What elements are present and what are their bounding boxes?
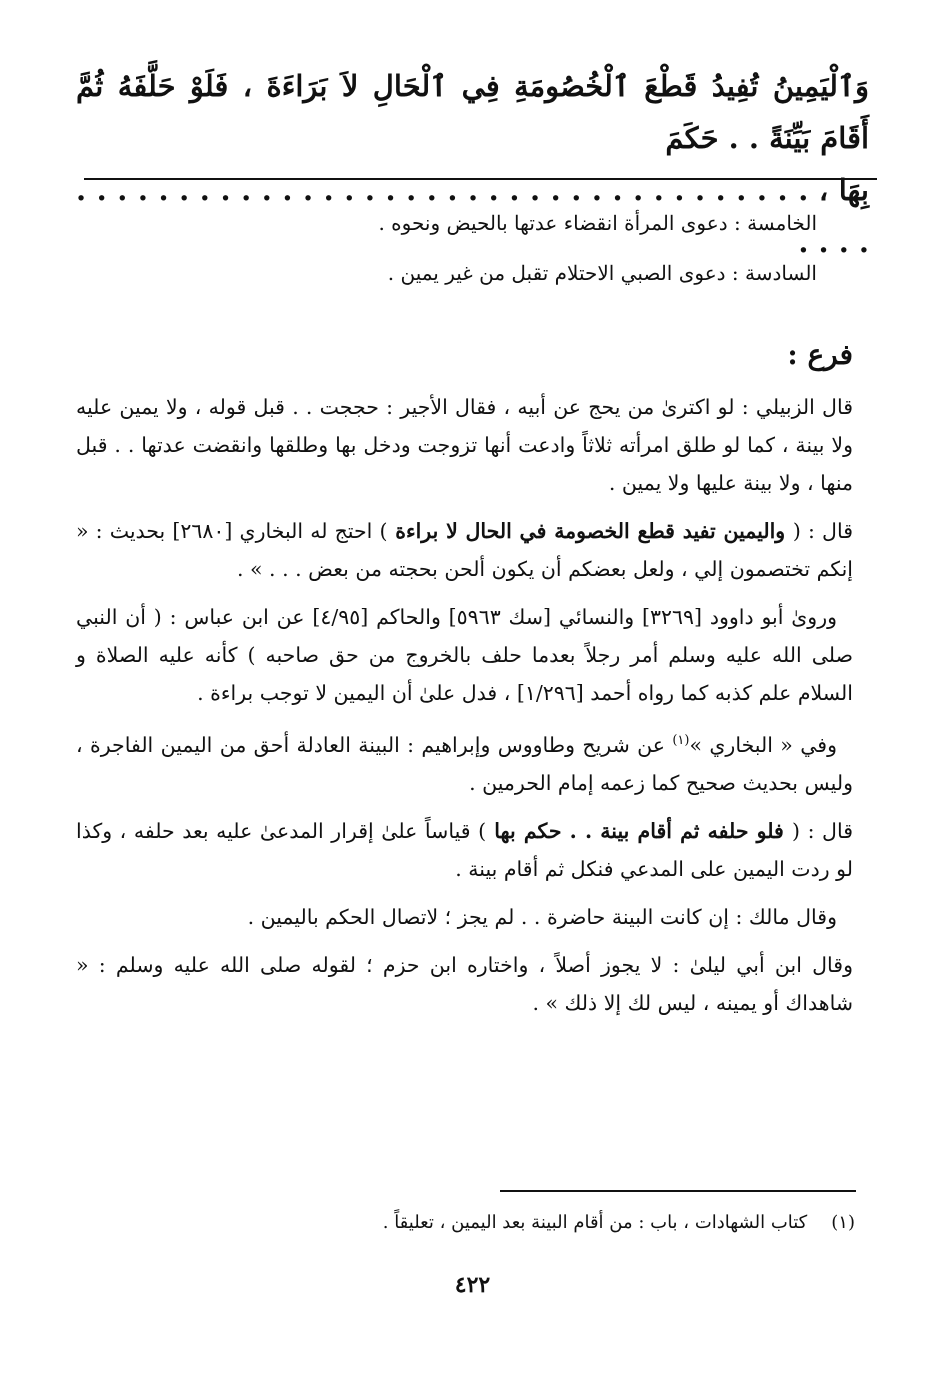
item-text: : دعوى الصبي الاحتلام تقبل من غير يمين . <box>387 261 739 285</box>
quoted-matn: واليمين تفيد قطع الخصومة في الحال لا براءة <box>387 519 793 543</box>
matn-line: وَٱلْيَمِينُ تُفِيدُ قَطْعَ ٱلْخُصُومَةِ فِي ٱلْحَالِ لاَ بَرَاءَةَ ، فَلَوْ حَلَّفَهُ ثُمَّ أَقَامَ بَيِّنَةً . . حَكَمَ <box>76 69 869 155</box>
matn-divider <box>84 178 877 180</box>
paragraph-text: قال : ( <box>792 519 853 543</box>
commentary-body <box>76 388 853 1032</box>
paragraph-text: عن شريح وطاووس وإبراهيم : البينة العادلة أحق من اليمين الفاجرة ، وليس بحديث صحيح كما زعمه إمام الحرمين . <box>76 732 853 795</box>
sub-list <box>90 198 817 298</box>
list-item <box>90 248 817 298</box>
paragraph: وقال ابن أبي ليلىٰ : لا يجوز أصلاً ، واختاره ابن حزم ؛ لقوله صلى الله عليه وسلم : « شاهداك أو يمينه ، ليس لك إلا ذلك » . <box>76 952 853 1015</box>
footnote-number: (١) <box>831 1212 855 1233</box>
footnote-ref: (١) <box>672 733 690 748</box>
footnote-text: كتاب الشهادات ، باب : من أقام البينة بعد اليمين ، تعليقاً . <box>382 1212 808 1233</box>
section-heading: فرع : <box>787 338 853 371</box>
page-number: ٤٢٢ <box>454 1272 491 1298</box>
paragraph-text: قال : ( <box>792 818 854 843</box>
item-text: : دعوى المرأة انقضاء عدتها بالحيض ونحوه . <box>378 211 741 235</box>
paragraph-text: ) قياساً علىٰ إقرار المدعىٰ عليه بعد حلفه ، وكذا لو ردت اليمين على المدعي فنكل ثم أقام بينة . <box>76 818 853 881</box>
paragraph: وقال مالك : إن كانت البينة حاضرة . . لم يجز ؛ لاتصال الحكم باليمين . <box>247 904 837 929</box>
item-label: الخامسة <box>747 211 817 235</box>
paragraph <box>76 812 853 888</box>
paragraph <box>76 722 853 802</box>
list-item <box>90 198 817 248</box>
paragraph: وروىٰ أبو داوود [٣٢٦٩] والنسائي [سك ٥٩٦٣] والحاكم [٤/٩٥] عن ابن عباس : ( أن النبي صلى الله عليه وسلم أمر رجلاً بعدما حلف بالخروج من حق صاحبه ) كأنه عليه الصلاة و السلام علم كذبه كما رواه أحمد [١/٢٩٦] ، فدل علىٰ أن اليمين لا توجب براءة . <box>76 605 853 705</box>
quoted-matn: فلو حلفه ثم أقام بينة . . حكم بها <box>486 818 793 843</box>
matn-line: بِهَا ، . . . . . . . . . . . . . . . . . . . . . . . . . . . . . . . . . . . . . . . . <box>76 173 869 259</box>
paragraph-text: وفي « البخاري » <box>689 732 837 757</box>
item-label: السادسة <box>745 261 817 285</box>
paragraph: قال الزبيلي : لو اكترىٰ من يحج عن أبيه ، فقال الأجير : حججت . . قبل قوله ، ولا يمين عليه ولا بينة ، كما لو طلق امرأته ثلاثاً وادعت أنها تزوجت ودخل بها وطلقها وانقضت عدتها . . قبل منها ، ولا بينة عليها ولا يمين . <box>76 395 853 495</box>
footnote <box>383 1208 855 1238</box>
paragraph-text: ) احتج له البخاري [٢٦٨٠] بحديث : « إنكم تختصمون إلي ، ولعل بعضكم أن يكون ألحن بحجته من بعض . . . » . <box>76 519 853 581</box>
paragraph <box>76 512 853 588</box>
footnote-divider <box>500 1190 856 1192</box>
